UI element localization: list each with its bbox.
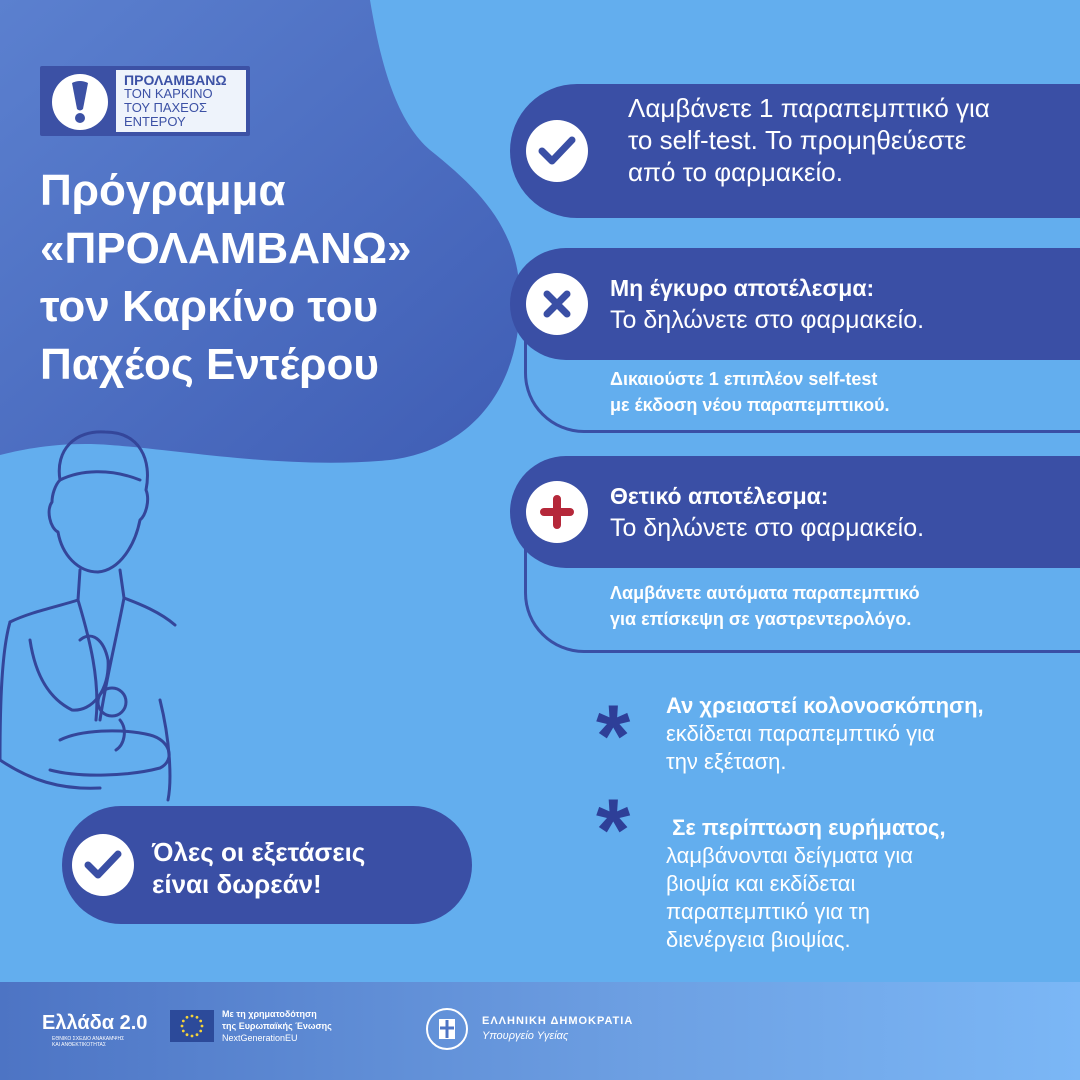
step-invalid-subtext [610,366,890,418]
greece20-logo: Ελλάδα 2.0 [42,1012,148,1034]
title-line-3: τον Καρκίνο του [40,282,379,331]
step-referral-line-3: από το φαρμακείο. [628,157,843,187]
step-invalid-text [610,272,924,336]
free-line-2: είναι δωρεάν! [152,869,322,899]
step-invalid-line: Το δηλώνετε στο φαρμακείο. [610,306,925,334]
step-referral-line-1: Λαμβάνετε 1 παραπεμπτικό για [628,93,990,123]
gov-line-2: Υπουργείο Υγείας [482,1030,569,1042]
note-finding-line-2: λαμβάνονται δείγματα για [666,843,913,868]
eu-funding-text [222,1008,332,1044]
plus-icon [526,481,588,543]
free-line-1: Όλες οι εξετάσεις [152,837,366,867]
note-colonoscopy-bold: Αν χρειαστεί κολονοσκόπηση, [666,693,984,718]
step-positive-sub-1: Λαμβάνετε αυτόματα παραπεμπτικό [610,583,920,603]
government-text [482,1014,633,1044]
greece20-subtitle [52,1036,124,1048]
gov-line-1: ΕΛΛΗΝΙΚΗ ΔΗΜΟΚΡΑΤΙΑ [482,1015,634,1027]
logo-line-1: ΠΡΟΛΑΜΒΑΝΩ [124,72,227,88]
eu-line-1: Με τη χρηματοδότηση [222,1009,317,1019]
main-title [40,162,500,394]
eu-flag-icon [170,1010,214,1042]
step-positive-subtext [610,580,920,632]
step-invalid-sub-1: Δικαιούστε 1 επιπλέον self-test [610,369,878,389]
title-line-4: Παχέος Εντέρου [40,340,380,389]
logo-line-3: ΤΟΥ ΠΑΧΕΟΣ [124,100,207,115]
eu-line-3: NextGenerationEU [222,1033,298,1043]
step-positive-line: Το δηλώνετε στο φαρμακείο. [610,514,925,542]
checkmark-icon [72,834,134,896]
title-line-1: Πρόγραμμα [40,166,286,215]
step-invalid [510,248,1080,360]
note-finding-line-3: βιοψία και εκδίδεται [666,871,856,896]
eu-line-2: της Ευρωπαϊκής Ένωσης [222,1021,332,1031]
greece20-sub-2: ΚΑΙ ΑΝΘΕΚΤΙΚΟΤΗΤΑΣ [52,1042,106,1048]
logo-text [116,70,246,132]
note-finding-line-4: παραπεμπτικό για τη [666,899,870,924]
checkmark-icon [526,120,588,182]
step-positive-sub-2: για επίσκεψη σε γαστρεντερολόγο. [610,609,912,629]
campaign-logo [40,66,250,136]
note-finding-line-5: διενέργεια βιοψίας. [666,927,851,952]
greece20-sub-1: ΕΘΝΙΚΟ ΣΧΕΔΙΟ ΑΝΑΚΑΜΨΗΣ [52,1036,125,1042]
step-positive-text [610,480,924,544]
logo-line-4: ΕΝΤΕΡΟΥ [124,114,186,129]
note-colonoscopy-line-2: εκδίδεται παραπεμπτικό για [666,721,935,746]
step-positive-heading: Θετικό αποτέλεσμα: [610,483,829,509]
title-line-2: «ΠΡΟΛΑΜΒΑΝΩ» [40,224,412,273]
step-referral-text [628,92,990,188]
note-finding [666,814,946,954]
free-exams-text [152,836,365,900]
step-invalid-sub-2: με έκδοση νέου παραπεμπτικού. [610,395,890,415]
note-colonoscopy [666,692,984,776]
asterisk-icon: * [596,686,631,785]
logo-line-2: ΤΟΝ ΚΑΡΚΙΝΟ [124,86,213,101]
asterisk-icon: * [596,780,631,879]
exclamation-icon [52,74,108,130]
note-finding-bold: Σε περίπτωση ευρήματος, [666,815,946,840]
step-referral-line-2: το self-test. Το προμηθεύεστε [628,125,967,155]
hellenic-emblem-icon [424,1004,470,1054]
step-invalid-heading: Μη έγκυρο αποτέλεσμα: [610,275,875,301]
step-positive [510,456,1080,568]
note-colonoscopy-line-3: την εξέταση. [666,749,787,774]
x-mark-icon [526,273,588,335]
footer [0,982,1080,1080]
doctor-illustration [0,432,175,800]
free-exams-badge [62,806,472,924]
step-referral [510,84,1080,218]
